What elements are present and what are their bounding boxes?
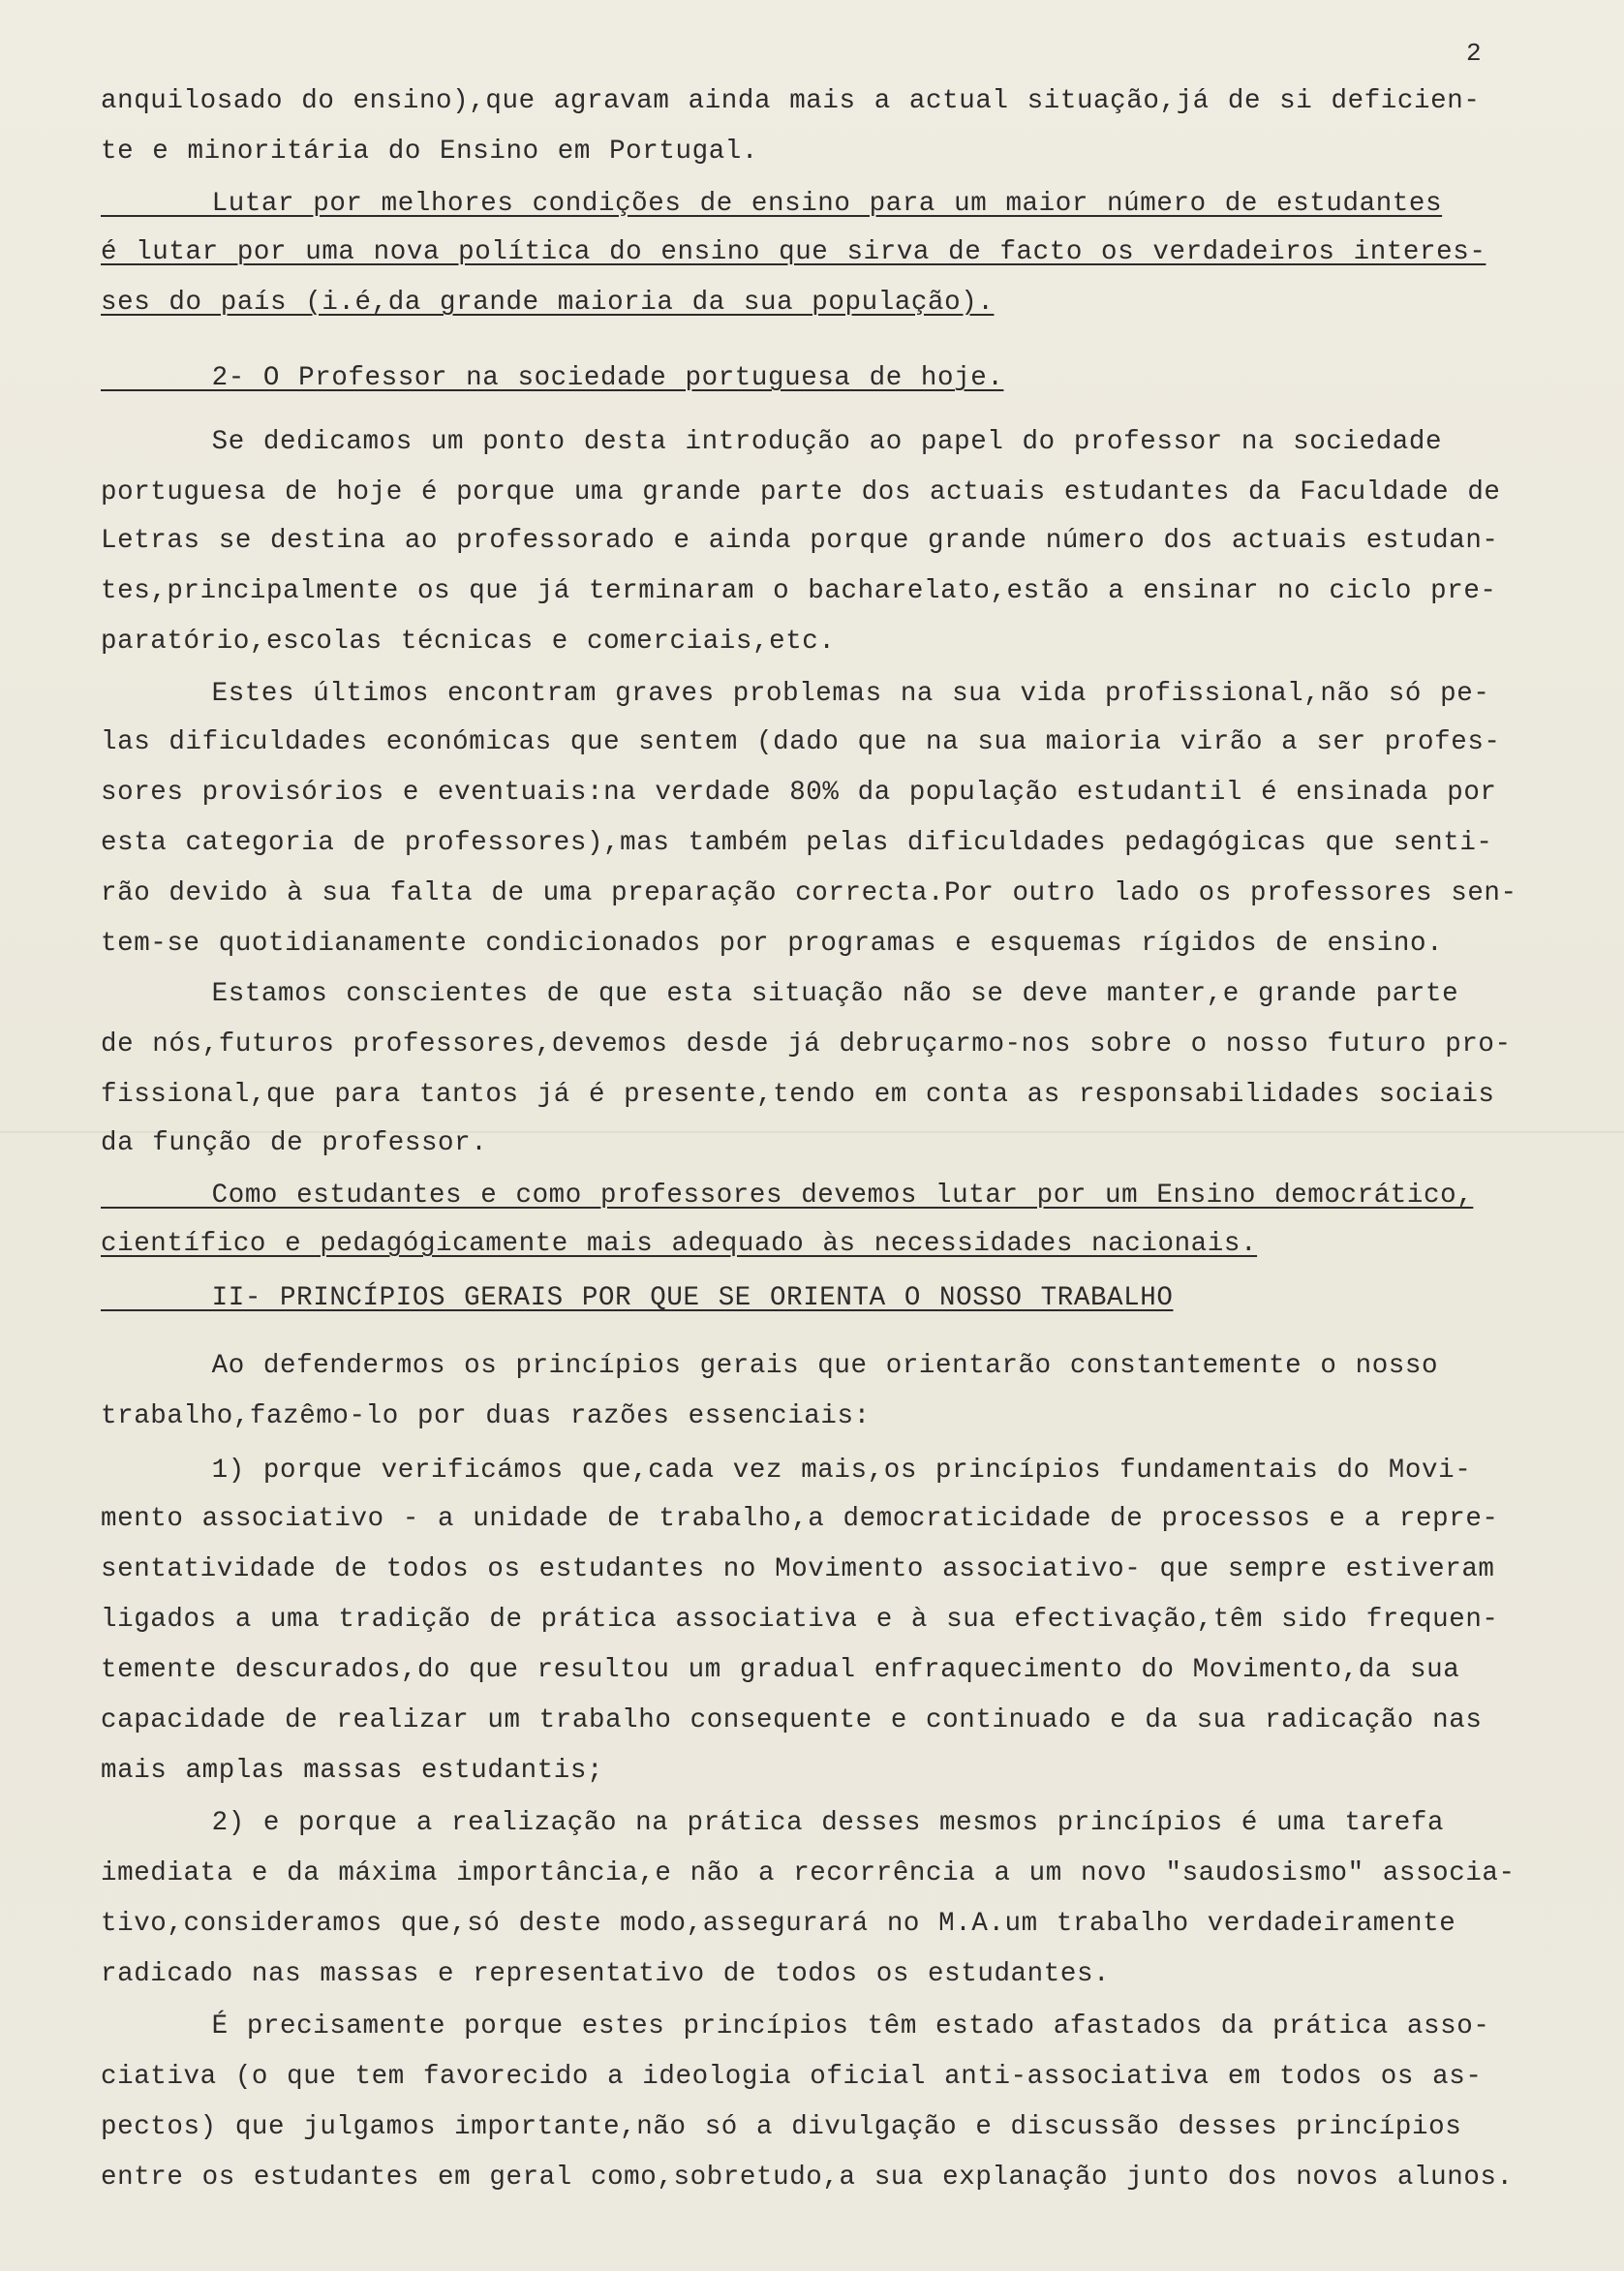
text-line: tem-se quotidianamente condicionados por programas e esquemas rígidos de ensino. xyxy=(101,929,1444,959)
text-line: paratório,escolas técnicas e comerciais,etc. xyxy=(101,627,836,657)
text-line: Estes últimos encontram graves problemas na sua vida profissional,não só pe- xyxy=(101,679,1490,709)
text-line: Ao defendermos os princípios gerais que orientarão constantemente o nosso xyxy=(101,1351,1439,1381)
text-line: ses do país (i.é,da grande maioria da sua população). xyxy=(101,288,995,318)
text-line: rão devido à sua falta de uma preparação correcta.Por outro lado os professores sen- xyxy=(101,878,1517,908)
text-line: tivo,consideramos que,só deste modo,assegurará no M.A.um trabalho verdadeiramente xyxy=(101,1909,1456,1939)
text-line: Lutar por melhores condições de ensino para um maior número de estudantes xyxy=(101,189,1443,219)
text-line: sores provisórios e eventuais:na verdade 80% da população estudantil é ensinada por xyxy=(101,778,1497,808)
text-line: pectos) que julgamos importante,não só a divulgação e discussão desses princípios xyxy=(101,2112,1462,2142)
text-line: É precisamente porque estes princípios têm estado afastados da prática asso- xyxy=(101,2011,1490,2041)
text-line: Letras se destina ao professorado e ainda porque grande número dos actuais estudan- xyxy=(101,526,1499,556)
text-line: capacidade de realizar um trabalho consequente e continuado e da sua radicação nas xyxy=(101,1705,1483,1735)
text-line: científico e pedagógicamente mais adequado às necessidades nacionais. xyxy=(101,1229,1258,1259)
text-line: temente descurados,do que resultou um gradual enfraquecimento do Movimento,da sua xyxy=(101,1655,1460,1685)
text-line: radicado nas massas e representativo de todos os estudantes. xyxy=(101,1959,1111,1989)
text-line: Como estudantes e como professores devemos lutar por um Ensino democrático, xyxy=(101,1181,1474,1211)
text-line: esta categoria de professores),mas também pelas dificuldades pedagógicas que senti- xyxy=(101,828,1493,858)
text-line: 2- O Professor na sociedade portuguesa de hoje. xyxy=(101,363,1004,393)
text-line: entre os estudantes em geral como,sobretudo,a sua explanação junto dos novos alunos. xyxy=(101,2163,1514,2193)
text-line: fissional,que para tantos já é presente,tendo em conta as responsabilidades sociais xyxy=(101,1080,1495,1110)
text-line: ciativa (o que tem favorecido a ideologia oficial anti-associativa em todos os as- xyxy=(101,2062,1483,2092)
text-line: Se dedicamos um ponto desta introdução ao papel do professor na sociedade xyxy=(101,427,1443,457)
text-line: ligados a uma tradição de prática associativa e à sua efectivação,têm sido frequen- xyxy=(101,1605,1499,1635)
text-line: de nós,futuros professores,devemos desde já debruçarmo-nos sobre o nosso futuro pro- xyxy=(101,1029,1512,1059)
page-number: 2 xyxy=(1466,39,1483,68)
text-line: da função de professor. xyxy=(101,1128,488,1158)
text-line: anquilosado do ensino),que agravam ainda mais a actual situação,já de si deficien- xyxy=(101,86,1481,116)
text-line: mais amplas massas estudantis; xyxy=(101,1756,604,1786)
text-line: imediata e da máxima importância,e não a recorrência a um novo "saudosismo" associa- xyxy=(101,1858,1516,1888)
text-line: trabalho,fazêmo-lo por duas razões essenciais: xyxy=(101,1401,871,1431)
text-line: te e minoritária do Ensino em Portugal. xyxy=(101,137,759,167)
text-line: é lutar por uma nova política do ensino que sirva de facto os verdadeiros interes- xyxy=(101,237,1486,267)
text-line: Estamos conscientes de que esta situação não se deve manter,e grande parte xyxy=(101,979,1459,1009)
text-line: tes,principalmente os que já terminaram o bacharelato,estão a ensinar no ciclo pre- xyxy=(101,576,1497,606)
text-line: sentatividade de todos os estudantes no Movimento associativo- que sempre estiveram xyxy=(101,1554,1495,1584)
text-line: las dificuldades económicas que sentem (dado que na sua maioria virão a ser profes- xyxy=(101,727,1501,757)
text-line: portuguesa de hoje é porque uma grande parte dos actuais estudantes da Faculdade de xyxy=(101,477,1501,507)
text-line: 1) porque verificámos que,cada vez mais,os princípios fundamentais do Movi- xyxy=(101,1456,1472,1486)
text-line: mento associativo - a unidade de trabalho,a democraticidade de processos e a repre- xyxy=(101,1504,1499,1534)
text-line: 2) e porque a realização na prática desses mesmos princípios é uma tarefa xyxy=(101,1808,1445,1838)
text-line: II- PRINCÍPIOS GERAIS POR QUE SE ORIENTA O NOSSO TRABALHO xyxy=(101,1283,1174,1313)
